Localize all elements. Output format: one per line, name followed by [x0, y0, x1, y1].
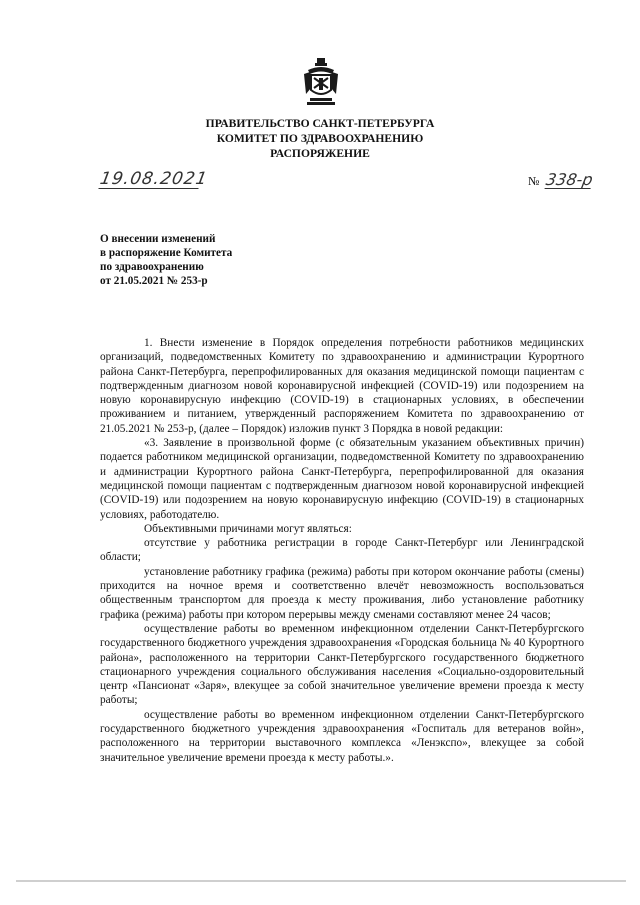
- paragraph: установление работнику графика (режима) работы при котором окончание работы (смены) приходится на ночное время и соответственно влечёт невозможность воспользоваться общественным транспортом для проезда к месту проживания, либо установление работнику графика (режима) работы при котором перерывы между сменами составляют менее 24 часов;: [100, 565, 584, 621]
- number-value: 338-р: [544, 170, 595, 189]
- paragraph: осуществление работы во временном инфекционном отделении Санкт-Петербургского государственного бюджетного учреждения здравоохранения «Госпиталь для ветеранов войн», расположенного на территории выставочного комплекса «Ленэкспо», влекущее за собой значительное увеличение времени проезда к месту работы.».: [100, 708, 584, 764]
- document-date: 19.08.2021: [98, 169, 210, 189]
- coat-of-arms-icon: [304, 58, 338, 106]
- document-number: [528, 172, 593, 189]
- number-prefix: №: [528, 174, 540, 188]
- scan-edge-line: [16, 880, 626, 882]
- paragraph: отсутствие у работника регистрации в городе Санкт-Петербург или Ленинградской области;: [100, 537, 584, 564]
- paragraph: Объективными причинами могут являться:: [144, 522, 352, 535]
- subject-line: в распоряжение Комитета: [100, 247, 233, 259]
- subject-line: О внесении изменений: [100, 233, 216, 245]
- document-subject: [100, 232, 360, 288]
- document-header: [0, 116, 640, 161]
- document-body: [100, 336, 584, 765]
- paragraph: 1. Внести изменение в Порядок определения потребности работников медицинских организаций, подведомственных Комитету по здравоохранению и администрации Курортного района Санкт-Петербурга, перепрофилированных для оказания медицинской помощи пациентам с подтвержденным диагнозом новой коронавирусной инфекцией (COVID-19) или подозрением на новую коронавирусную инфекцию (COVID-19) в стационарных условиях, в обеспечении проживанием и питанием, утвержденный распоряжением Комитета по здравоохранению от 21.05.2021 № 253-р, (далее – Порядок) изложив пункт 3 Порядка в новой редакции:: [100, 337, 584, 435]
- committee-title: КОМИТЕТ ПО ЗДРАВООХРАНЕНИЮ: [216, 132, 424, 145]
- document-type: РАСПОРЯЖЕНИЕ: [270, 147, 370, 160]
- subject-line: от 21.05.2021 № 253-р: [100, 275, 208, 287]
- paragraph: «3. Заявление в произвольной форме (с обязательным указанием объективных причин) подается работником медицинской организации, подведомственной Комитету по здравоохранению и администрации Курортного района Санкт-Петербурга, перепрофилированной для оказания медицинской помощи пациентам с подтвержденным диагнозом новой коронавирусной инфекцией (COVID-19) или подозрением на новую коронавирусную инфекцию (COVID-19) в стационарных условиях, работодателю.: [100, 437, 584, 521]
- government-title: ПРАВИТЕЛЬСТВО САНКТ-ПЕТЕРБУРГА: [205, 117, 435, 130]
- subject-line: по здравоохранению: [100, 261, 204, 273]
- paragraph: осуществление работы во временном инфекционном отделении Санкт-Петербургского государственного бюджетного учреждения здравоохранения «Городская больница № 40 Курортного района», расположенного на территории Санкт-Петербургского государственного бюджетного стационарного учреждения социального обслуживания населения «Социально-оздоровительный центр «Пансионат «Заря», влекущее за собой значительное увеличение времени проезда к месту работы;: [100, 622, 584, 707]
